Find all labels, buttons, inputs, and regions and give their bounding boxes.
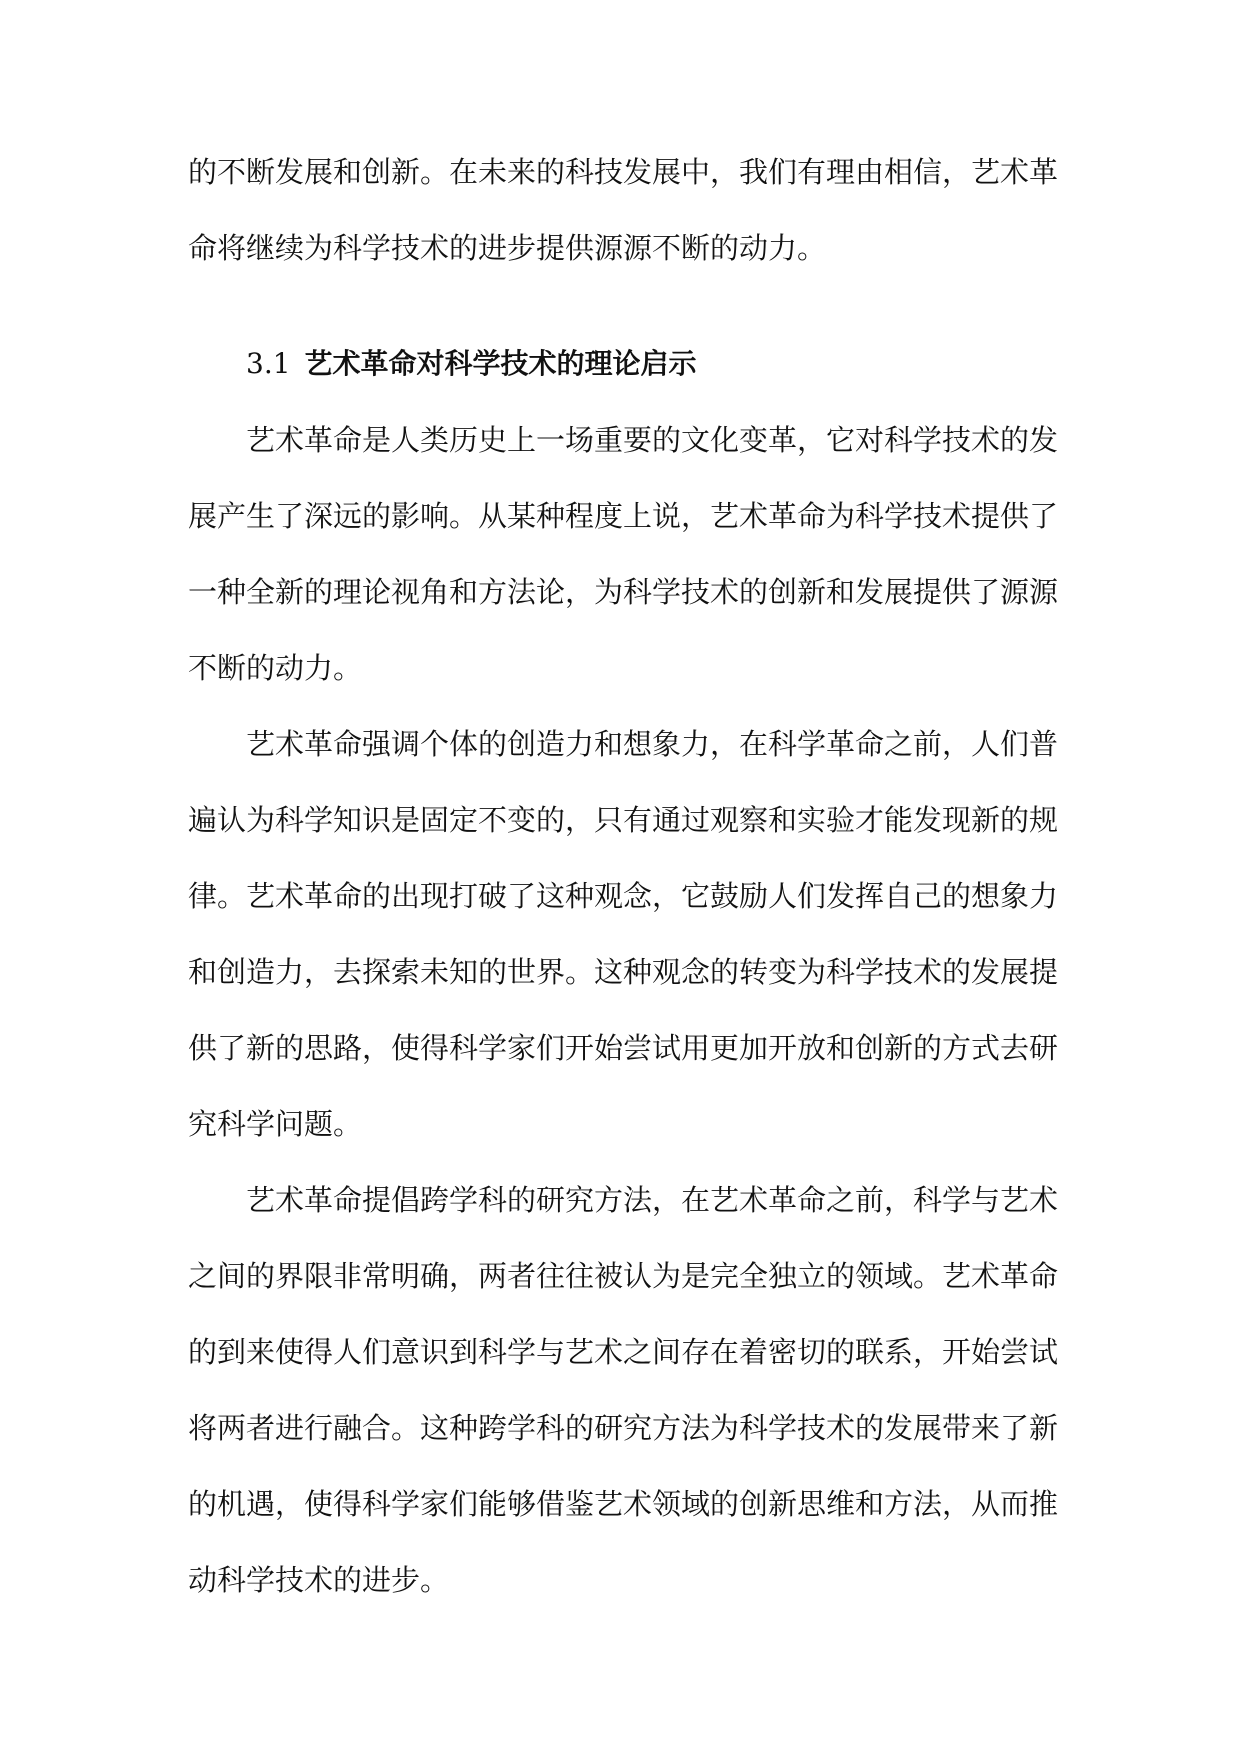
body-paragraph-3: 艺术革命提倡跨学科的研究方法，在艺术革命之前，科学与艺术之间的界限非常明确，两者往往被认为是完全独立的领域。艺术革命的到来使得人们意识到科学与艺术之间存在着密切的联系，开始尝试将两者进行融合。这种跨学科的研究方法为科学技术的发展带来了新的机遇，使得科学家们能够借鉴艺术领域的创新思维和方法，从而推动科学技术的进步。 xyxy=(188,1183,1059,1597)
document-page xyxy=(188,134,1058,1618)
section-number: 3.1 xyxy=(246,347,291,380)
body-paragraph-2: 艺术革命强调个体的创造力和想象力，在科学革命之前，人们普遍认为科学知识是固定不变的，只有通过观察和实验才能发现新的规律。艺术革命的出现打破了这种观念，它鼓励人们发挥自己的想象力和创造力，去探索未知的世界。这种观念的转变为科学技术的发展提供了新的思路，使得科学家们开始尝试用更加开放和创新的方式去研究科学问题。 xyxy=(188,727,1059,1141)
body-paragraph-1: 艺术革命是人类历史上一场重要的文化变革，它对科学技术的发展产生了深远的影响。从某种程度上说，艺术革命为科学技术提供了一种全新的理论视角和方法论，为科学技术的创新和发展提供了源源不断的动力。 xyxy=(188,423,1059,685)
section-title: 艺术革命对科学技术的理论启示 xyxy=(304,347,697,380)
section-heading xyxy=(188,326,1058,402)
continuation-paragraph: 的不断发展和创新。在未来的科技发展中，我们有理由相信，艺术革命将继续为科学技术的进步提供源源不断的动力。 xyxy=(188,155,1059,265)
